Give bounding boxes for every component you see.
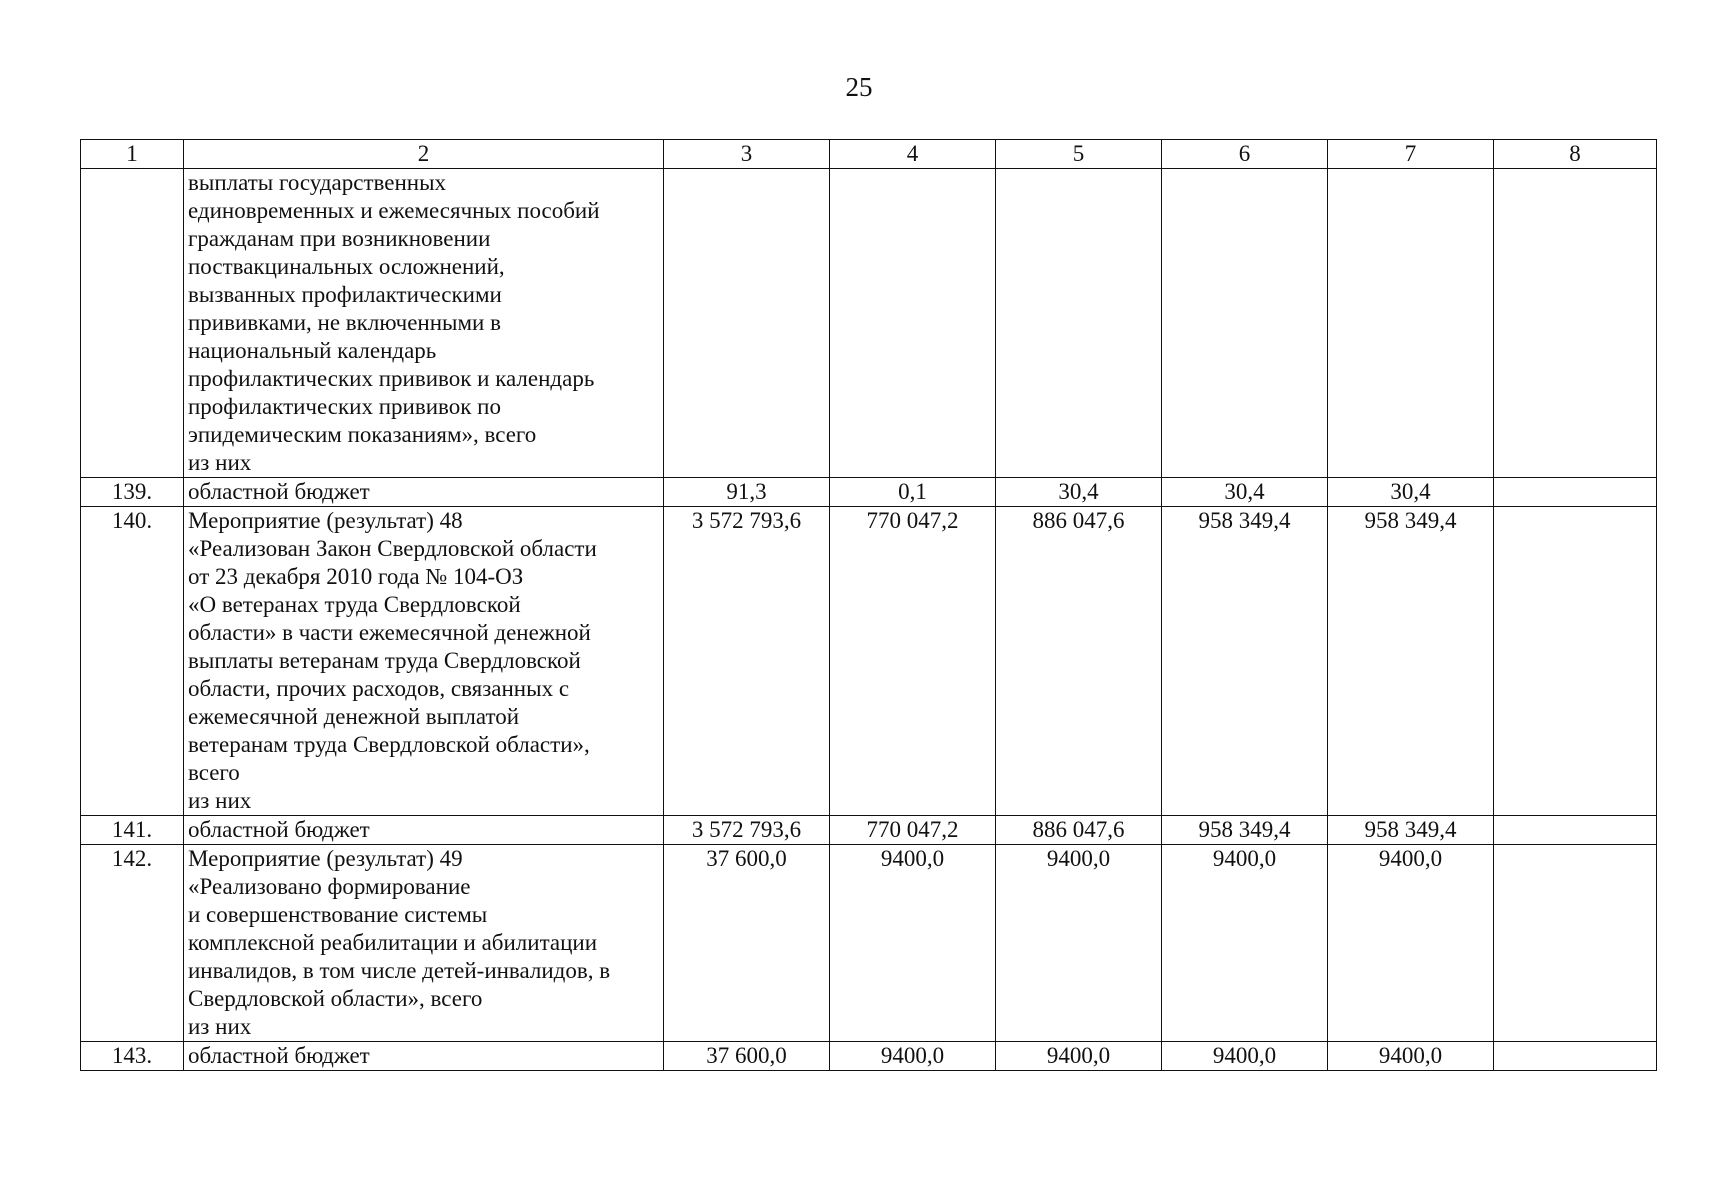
value-col-7: [1328, 169, 1494, 478]
value-col-7: 30,4: [1328, 478, 1494, 507]
budget-table: [80, 139, 1657, 1071]
column-header-4: 4: [830, 140, 996, 169]
value-col-6: 9400,0: [1162, 1042, 1328, 1071]
value-col-5: [996, 169, 1162, 478]
row-number: 139.: [81, 478, 184, 507]
value-col-6: 9400,0: [1162, 845, 1328, 1042]
row-description: областной бюджет: [184, 1042, 664, 1071]
value-col-5: 9400,0: [996, 1042, 1162, 1071]
value-col-8: [1494, 816, 1657, 845]
value-col-5: 886 047,6: [996, 816, 1162, 845]
value-col-6: 958 349,4: [1162, 507, 1328, 816]
value-col-8: [1494, 507, 1657, 816]
table-row: [81, 816, 1657, 845]
column-header-7: 7: [1328, 140, 1494, 169]
value-col-8: [1494, 169, 1657, 478]
value-col-3: 91,3: [664, 478, 830, 507]
column-header-3: 3: [664, 140, 830, 169]
value-col-4: 770 047,2: [830, 507, 996, 816]
table-row: [81, 507, 1657, 816]
column-header-5: 5: [996, 140, 1162, 169]
table-row: [81, 845, 1657, 1042]
value-col-4: 9400,0: [830, 845, 996, 1042]
page-number: 25: [845, 72, 873, 102]
row-description: выплаты государственных единовременных и ежемесячных пособий гражданам при возникновении поствакцинальных осложнений, вызванных профилактическими прививками, не включенными в национальный календарь профилактических прививок и календарь профилактических прививок по эпидемическим показаниям», всего из них: [184, 169, 664, 478]
value-col-6: 958 349,4: [1162, 816, 1328, 845]
value-col-7: 958 349,4: [1328, 816, 1494, 845]
value-col-5: 9400,0: [996, 845, 1162, 1042]
header-row: [81, 140, 1657, 169]
row-number: [81, 169, 184, 478]
value-col-4: 0,1: [830, 478, 996, 507]
row-number: 143.: [81, 1042, 184, 1071]
value-col-3: 37 600,0: [664, 845, 830, 1042]
table-row: [81, 169, 1657, 478]
row-number: 140.: [81, 507, 184, 816]
table-row: [81, 1042, 1657, 1071]
value-col-7: 9400,0: [1328, 1042, 1494, 1071]
column-header-2: 2: [184, 140, 664, 169]
row-description: Мероприятие (результат) 49 «Реализовано формирование и совершенствование системы комплексной реабилитации и абилитации инвалидов, в том числе детей-инвалидов, в Свердловской области», всего из них: [184, 845, 664, 1042]
value-col-4: 9400,0: [830, 1042, 996, 1071]
value-col-3: 37 600,0: [664, 1042, 830, 1071]
table-row: [81, 478, 1657, 507]
value-col-7: 958 349,4: [1328, 507, 1494, 816]
row-number: 141.: [81, 816, 184, 845]
value-col-5: 30,4: [996, 478, 1162, 507]
row-description: областной бюджет: [184, 816, 664, 845]
column-header-8: 8: [1494, 140, 1657, 169]
value-col-6: [1162, 169, 1328, 478]
value-col-4: 770 047,2: [830, 816, 996, 845]
column-header-6: 6: [1162, 140, 1328, 169]
value-col-8: [1494, 845, 1657, 1042]
value-col-8: [1494, 1042, 1657, 1071]
column-header-1: 1: [81, 140, 184, 169]
row-number: 142.: [81, 845, 184, 1042]
row-description: Мероприятие (результат) 48 «Реализован Закон Свердловской области от 23 декабря 2010 года № 104-ОЗ «О ветеранах труда Свердловской области» в части ежемесячной денежной выплаты ветеранам труда Свердловской области, прочих расходов, связанных с ежемесячной денежной выплатой ветеранам труда Свердловской области», всего из них: [184, 507, 664, 816]
value-col-3: 3 572 793,6: [664, 507, 830, 816]
row-description: областной бюджет: [184, 478, 664, 507]
value-col-8: [1494, 478, 1657, 507]
value-col-3: 3 572 793,6: [664, 816, 830, 845]
value-col-4: [830, 169, 996, 478]
value-col-6: 30,4: [1162, 478, 1328, 507]
value-col-5: 886 047,6: [996, 507, 1162, 816]
value-col-3: [664, 169, 830, 478]
value-col-7: 9400,0: [1328, 845, 1494, 1042]
